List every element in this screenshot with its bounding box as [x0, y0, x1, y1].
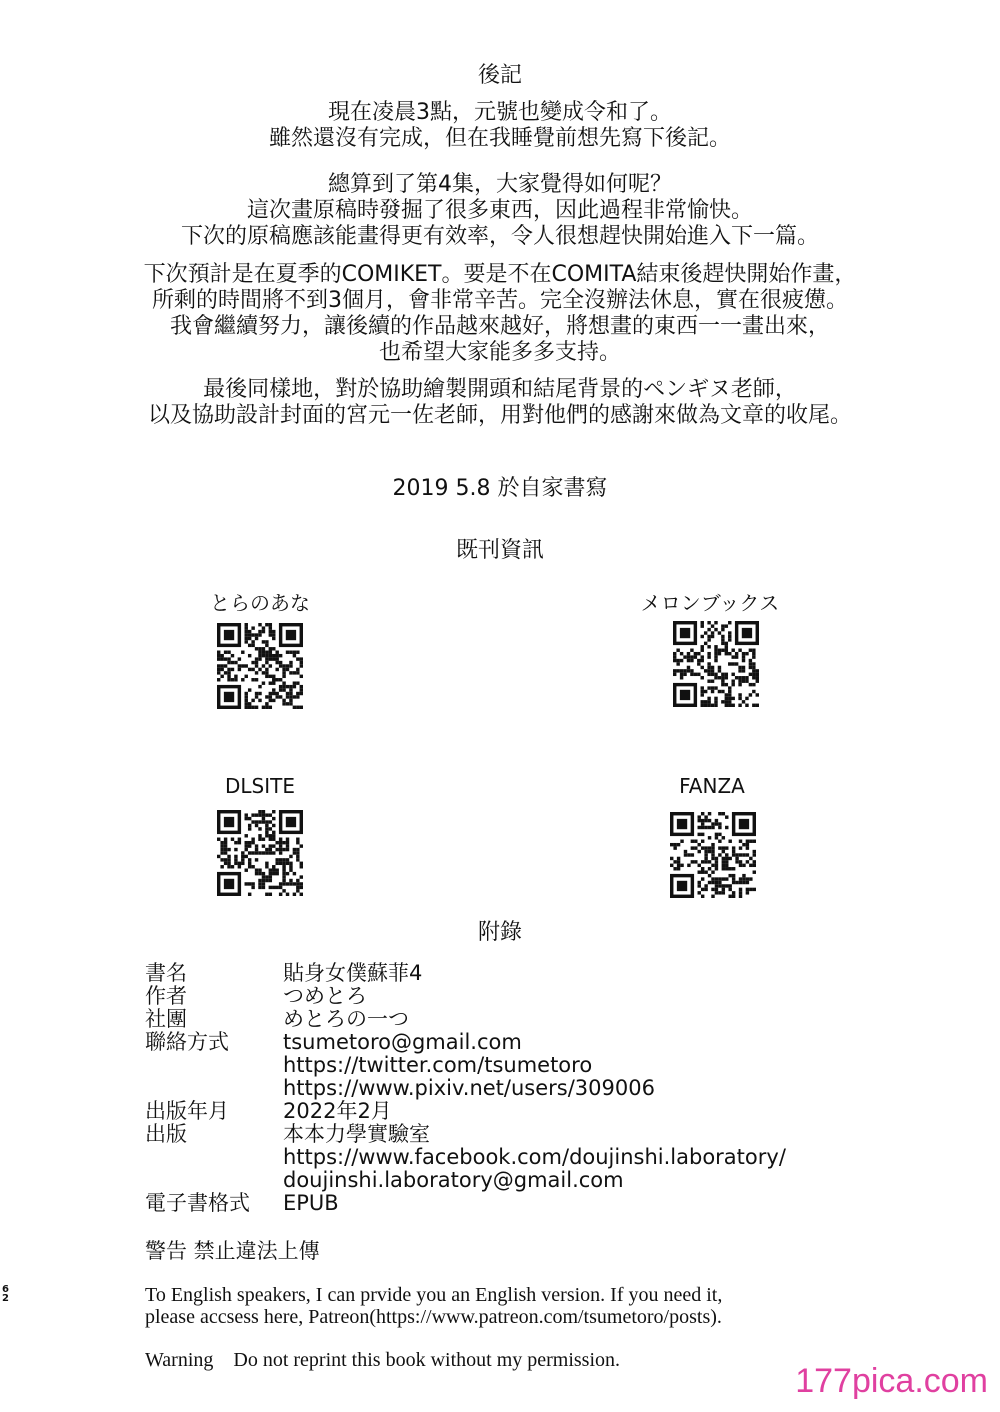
- info-key-publish-date: 出版年月: [145, 1099, 229, 1123]
- afterword-line: 也希望大家能多多支持。: [378, 340, 621, 365]
- info-key-contact: 聯絡方式: [145, 1030, 229, 1054]
- afterword-line: 我會繼續努力，讓後續的作品越來越好，將想畫的東西一一畫出來，: [169, 314, 830, 339]
- info-key-publisher: 出版: [145, 1122, 187, 1146]
- pixiv-link[interactable]: https://www.pixiv.net/users/309006: [283, 1076, 655, 1100]
- info-value-contact: [283, 1031, 655, 1100]
- info-value-publish-date: [283, 1100, 392, 1123]
- afterword-line: 最後同樣地，對於協助繪製開頭和結尾背景的ペンギヌ老師，: [203, 377, 797, 402]
- twitter-link[interactable]: https://twitter.com/tsumetoro: [283, 1053, 593, 1077]
- afterword-line: 下次預計是在夏季的COMIKET。要是不在COMITA結束後趕快開始作畫，: [143, 262, 857, 287]
- dlsite-qr-code-icon[interactable]: [217, 810, 303, 896]
- info-value: EPUB: [283, 1191, 339, 1215]
- toranoana-qr-code-icon[interactable]: [217, 623, 303, 709]
- info-value-title: [283, 962, 422, 985]
- facebook-link[interactable]: https://www.facebook.com/doujinshi.laboratory/: [283, 1145, 786, 1169]
- watermark: 177pica.com: [795, 1362, 988, 1400]
- shop-label-melonbooks: メロンブックス: [640, 591, 780, 615]
- warning-chinese: 警告 禁止違法上傳: [145, 1239, 320, 1263]
- publisher-email-link[interactable]: doujinshi.laboratory@gmail.com: [283, 1168, 624, 1192]
- info-value: つめとろ: [283, 984, 367, 1008]
- contact-email-link[interactable]: tsumetoro@gmail.com: [283, 1030, 522, 1054]
- shop-label-fanza: FANZA: [679, 774, 745, 798]
- fanza-qr-code-icon[interactable]: [670, 812, 756, 898]
- afterword-line: 總算到了第4集，大家覺得如何呢？: [328, 172, 672, 197]
- shop-label-dlsite: DLSITE: [225, 774, 295, 798]
- afterword-line: 現在凌晨3點，元號也變成令和了。: [328, 100, 672, 125]
- page-number-digit: 2: [2, 1293, 9, 1304]
- info-value: 2022年2月: [283, 1099, 392, 1123]
- appendix-title: 附錄: [477, 920, 522, 945]
- afterword-line: 所剩的時間將不到3個月，會非常辛苦。完全沒辦法休息，實在很疲憊。: [152, 288, 848, 313]
- info-key-circle: 社團: [145, 1007, 187, 1031]
- shop-label-toranoana: とらのあな: [210, 591, 310, 615]
- info-value: 貼身女僕蘇菲4: [283, 961, 423, 985]
- info-key-author: 作者: [145, 984, 187, 1008]
- afterword-title: 後記: [477, 63, 522, 88]
- published-title: 既刊資訊: [455, 538, 544, 563]
- info-value-author: [283, 985, 367, 1008]
- info-key-title: 書名: [145, 961, 187, 985]
- warning-english: Warning Do not reprint this book without my permission.: [145, 1349, 621, 1371]
- english-note-line: please accsess here, Patreon(https://www.patreon.com/tsumetoro/posts).: [145, 1306, 722, 1328]
- afterword-paragraph-4: [0, 377, 1000, 429]
- info-value-circle: [283, 1008, 409, 1031]
- afterword-paragraph-2: [0, 172, 1000, 250]
- afterword-paragraph-3: [0, 262, 1000, 366]
- afterword-line: 這次畫原稿時發掘了很多東西，因此過程非常愉快。: [246, 198, 753, 223]
- page-number: [2, 1285, 12, 1303]
- info-value: めとろの一つ: [283, 1007, 409, 1031]
- page-number-digit: 6: [2, 1284, 9, 1295]
- info-value: 本本力學實驗室: [283, 1122, 430, 1146]
- info-key-format: 電子書格式: [145, 1191, 250, 1215]
- melonbooks-qr-code-icon[interactable]: [673, 621, 759, 707]
- afterword-line: 以及協助設計封面的宮元一佐老師，用對他們的感謝來做為文章的收尾。: [147, 403, 852, 428]
- afterword-paragraph-1: [0, 100, 1000, 152]
- info-value-format: [283, 1192, 339, 1215]
- afterword-line: 雖然還沒有完成，但在我睡覺前想先寫下後記。: [268, 126, 731, 151]
- english-note-line: To English speakers, I can prvide you an English version. If you need it,: [145, 1284, 723, 1306]
- afterword-signature: 2019 5.8 於自家書寫: [392, 476, 608, 501]
- afterword-line: 下次的原稿應該能畫得更有效率，令人很想趕快開始進入下一篇。: [180, 224, 819, 249]
- info-value-publisher: [283, 1123, 786, 1192]
